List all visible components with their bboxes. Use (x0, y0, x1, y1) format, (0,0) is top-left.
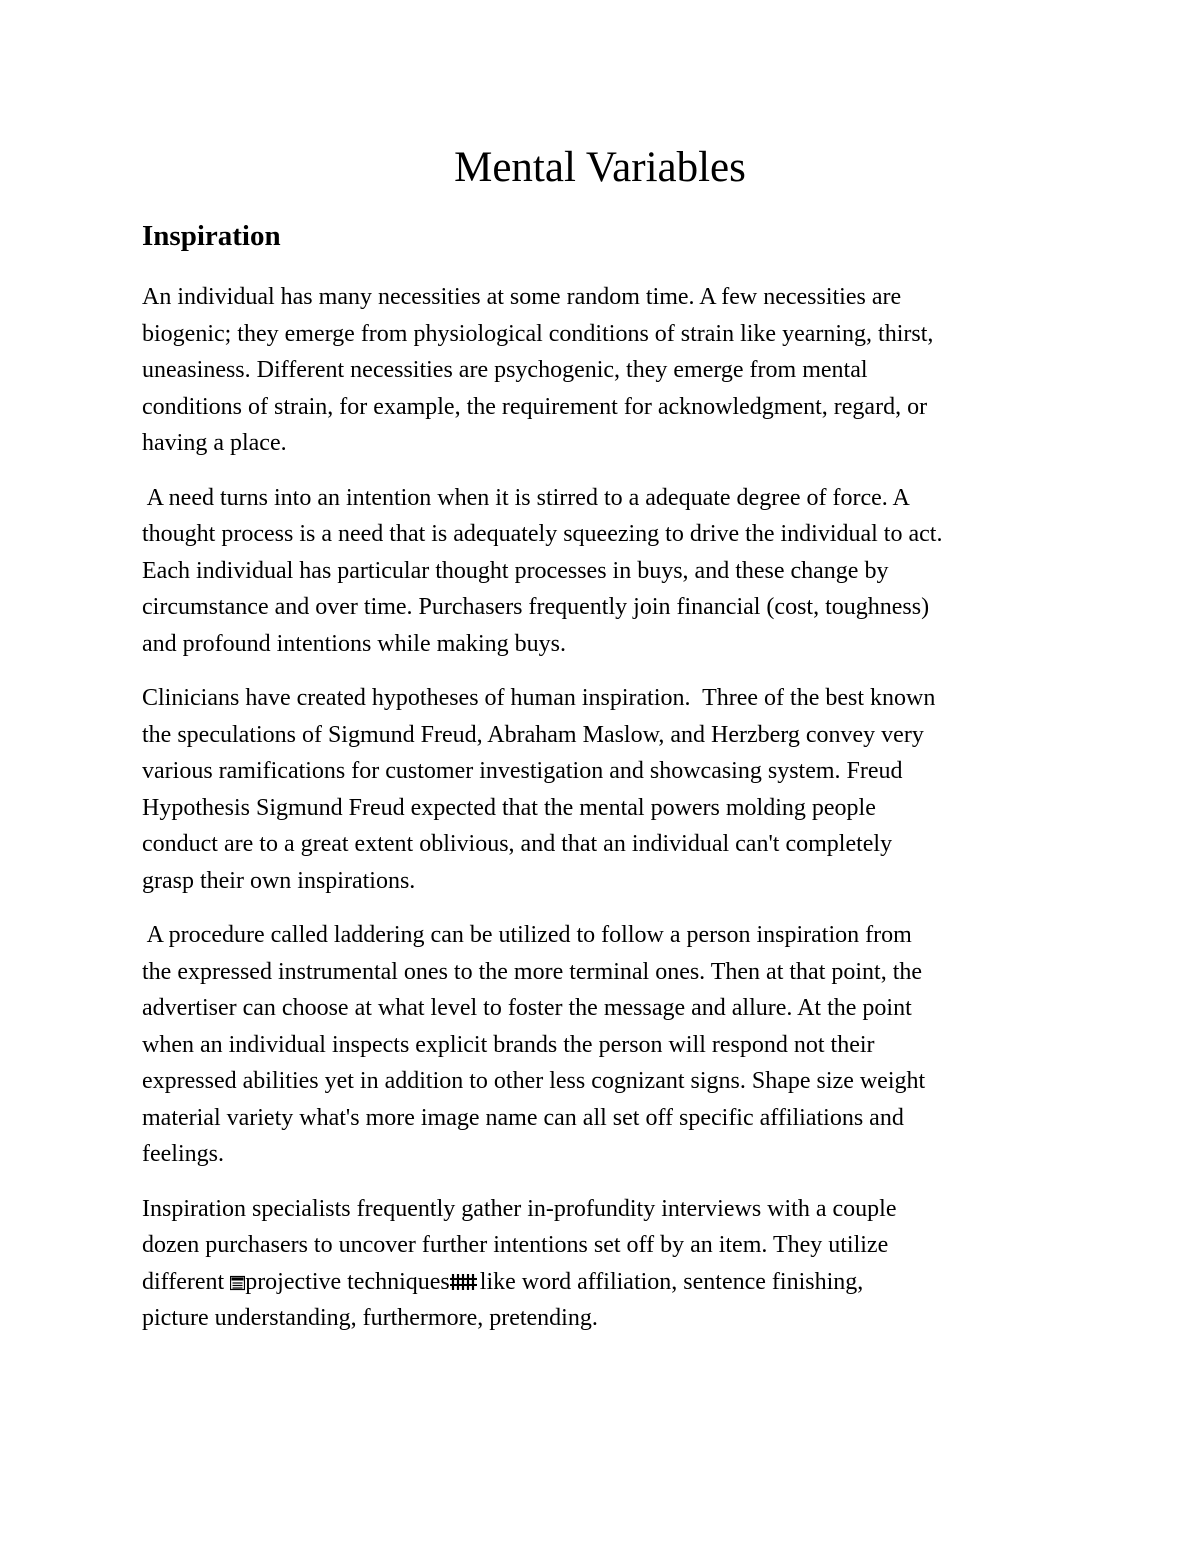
section-heading: Inspiration (142, 220, 281, 252)
text-line: feelings. (142, 1141, 224, 1167)
text-line: uneasiness. Different necessities are psychogenic, they emerge from mental (142, 357, 868, 383)
document-title: Mental Variables (454, 144, 746, 191)
text-line: expressed abilities yet in addition to other less cognizant signs. Shape size weight (142, 1068, 926, 1094)
text-line: dozen purchasers to uncover further intentions set off by an item. They utilize (142, 1232, 889, 1258)
text-line: thought process is a need that is adequately squeezing to drive the individual to act. (142, 521, 943, 547)
text-line: when an individual inspects explicit brands the person will respond not their (142, 1031, 875, 1058)
text-line: the expressed instrumental ones to the more terminal ones. Then at that point, the (142, 958, 923, 985)
text-line: conduct are to a great extent oblivious, and that an individual can't completely (142, 831, 893, 857)
text-line: conditions of strain, for example, the requirement for acknowledgment, regard, or (142, 393, 928, 420)
paragraph-needs (142, 279, 1072, 462)
text-line: grasp their own inspirations. (142, 867, 416, 894)
text-line-with-glyphs (142, 1264, 1072, 1301)
text-line: material variety what's more image name can all set off specific affiliations and (142, 1104, 904, 1131)
paragraph-hypotheses (142, 680, 1072, 899)
text-line: An individual has many necessities at some random time. A few necessities are (142, 284, 902, 310)
text-line: Each individual has particular thought processes in buys, and these change by (142, 557, 889, 584)
text-line: and profound intentions while making buys. (142, 630, 566, 657)
text-line: advertiser can choose at what level to foster the message and allure. At the point (142, 995, 912, 1021)
paragraph-specialists (142, 1191, 1072, 1337)
text-line: biogenic; they emerge from physiological conditions of strain like yearning, thirst, (142, 320, 934, 347)
document-body (142, 279, 1072, 1355)
text-line: A need turns into an intention when it is stirred to a adequate degree of force. A (142, 484, 910, 511)
text-line: various ramifications for customer investigation and showcasing system. Freud (142, 758, 903, 784)
text-fragment: projective techniques (245, 1268, 450, 1295)
paragraph-laddering (142, 917, 1072, 1173)
paragraph-intention (142, 480, 1072, 663)
missing-glyph-hash-icon (450, 1273, 480, 1291)
missing-glyph-box-icon (230, 1275, 245, 1291)
text-line: Inspiration specialists frequently gather in-profundity interviews with a couple (142, 1195, 897, 1222)
text-line: picture understanding, furthermore, pretending. (142, 1305, 598, 1331)
text-line: circumstance and over time. Purchasers frequently join financial (cost, toughness) (142, 594, 930, 620)
text-fragment: like word affiliation, sentence finishing, (479, 1268, 864, 1295)
text-line: A procedure called laddering can be utilized to follow a person inspiration from (142, 922, 912, 948)
text-line: having a place. (142, 430, 287, 456)
text-fragment: different (142, 1268, 231, 1295)
text-line: Hypothesis Sigmund Freud expected that the mental powers molding people (142, 794, 876, 821)
text-line: Clinicians have created hypotheses of human inspiration. Three of the best known (142, 685, 936, 711)
text-line: the speculations of Sigmund Freud, Abraham Maslow, and Herzberg convey very (142, 721, 924, 748)
